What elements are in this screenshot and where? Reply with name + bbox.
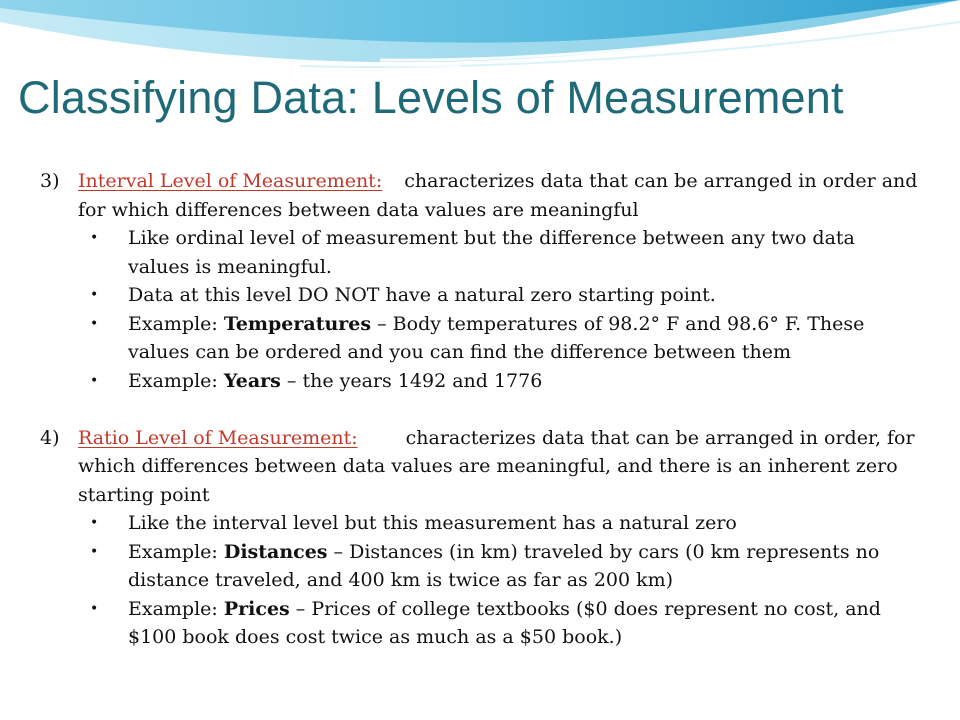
- bullet-dot-icon: •: [90, 600, 99, 617]
- bullet-text: – the years 1492 and 1776: [280, 369, 543, 392]
- bullet-item: [90, 224, 918, 281]
- section-number: 3): [40, 170, 60, 192]
- bullet-text: Example:: [128, 369, 224, 392]
- bullet-dot-icon: •: [90, 515, 99, 531]
- bullet-item: [90, 367, 918, 396]
- section-definition-paragraph: [78, 167, 918, 224]
- bullet-dot-icon: •: [90, 287, 99, 303]
- bullet-dot-icon: •: [90, 372, 99, 389]
- bullet-keyword: Years: [223, 369, 281, 392]
- bullet-text: Example:: [128, 597, 224, 620]
- header-wave-banner: [0, 0, 960, 80]
- bullet-text: Like ordinal level of measurement but the difference between any two data values is meaningful.: [128, 227, 855, 278]
- section-definition: characterizes data that can be arranged in order and for which differences between data values are meaningful: [78, 170, 918, 221]
- bullet-list: [78, 509, 918, 652]
- section-definition-paragraph: [78, 424, 918, 510]
- bullet-item: [90, 538, 918, 595]
- slide-content: [38, 167, 918, 652]
- bullet-dot-icon: •: [90, 315, 99, 332]
- bullet-text: Data at this level DO NOT have a natural zero starting point.: [128, 284, 716, 306]
- bullet-text: – Prices of college textbooks ($0 does represent no cost, and $100 book does cost twice as much as a $50 book.): [128, 597, 881, 648]
- bullet-item: [90, 509, 918, 538]
- bullet-dot-icon: •: [90, 543, 99, 560]
- ratio-level-section: [38, 424, 918, 652]
- bullet-text: Example:: [128, 312, 224, 335]
- bullet-list: [78, 224, 918, 395]
- section-definition: characterizes data that can be arranged in order, for which differences between data values are meaningful, and there is an inherent zero starting point: [78, 426, 915, 506]
- bullet-item: [90, 310, 918, 367]
- bullet-keyword: Distances: [223, 540, 328, 563]
- bullet-text: Example:: [128, 540, 224, 563]
- bullet-dot-icon: •: [90, 230, 99, 246]
- interval-level-section: [38, 167, 918, 395]
- bullet-item: [90, 281, 918, 310]
- section-term: Ratio Level of Measurement:: [78, 426, 358, 449]
- bullet-text: – Body temperatures of 98.2° F and 98.6° F. These values can be ordered and you can find the difference between them: [128, 312, 865, 363]
- bullet-text: – Distances (in km) traveled by cars (0 km represents no distance traveled, and 400 km is twice as far as 200 km): [128, 540, 880, 591]
- section-term: Interval Level of Measurement:: [78, 170, 383, 192]
- section-number: 4): [40, 426, 60, 449]
- bullet-keyword: Temperatures: [223, 312, 372, 335]
- bullet-item: [90, 595, 918, 652]
- bullet-text: Like the interval level but this measurement has a natural zero: [128, 512, 737, 534]
- slide-title: Classifying Data: Levels of Measurement: [18, 72, 844, 123]
- bullet-keyword: Prices: [223, 597, 290, 620]
